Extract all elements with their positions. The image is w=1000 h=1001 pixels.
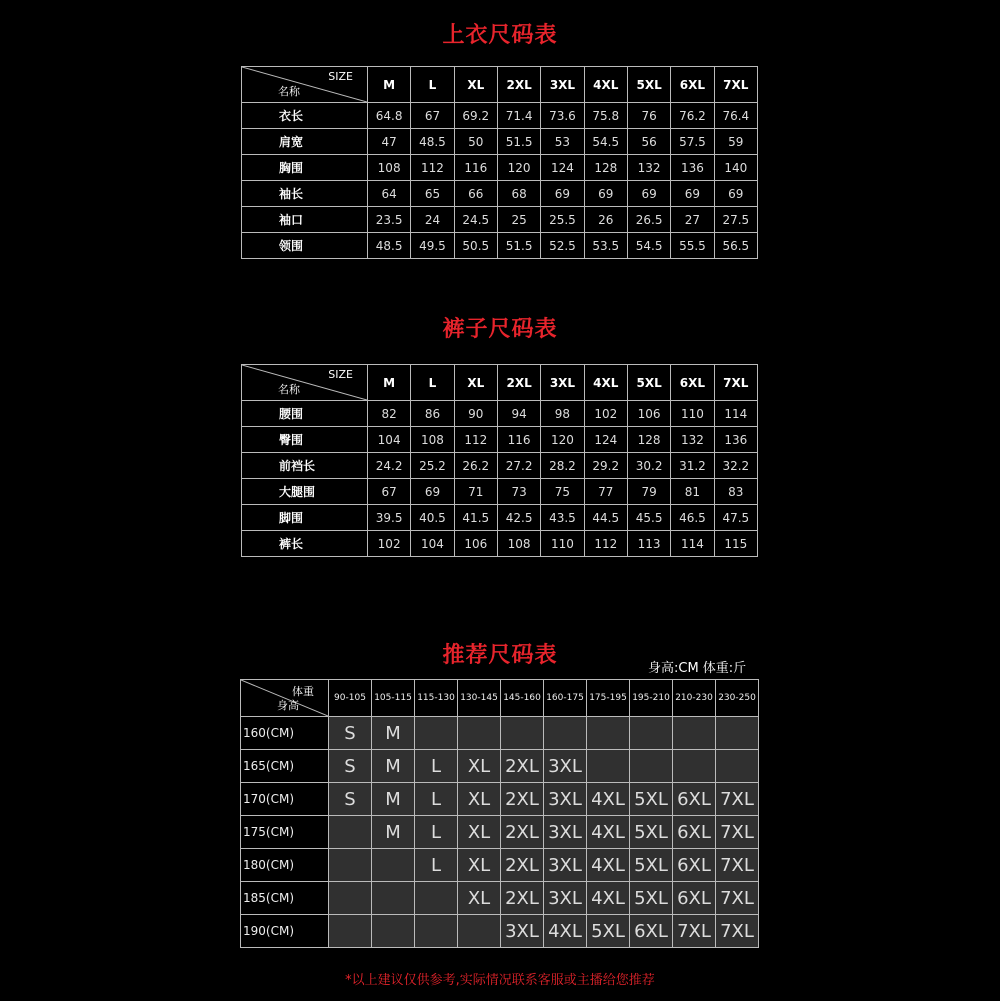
recommended-size-cell xyxy=(329,882,372,915)
recommended-size-cell xyxy=(587,750,630,783)
recommended-size-cell xyxy=(716,750,759,783)
table-cell: 69 xyxy=(411,479,454,505)
recommended-size-cell xyxy=(415,882,458,915)
table-cell: 26 xyxy=(584,207,627,233)
table-cell: 108 xyxy=(411,427,454,453)
row-label: 胸围 xyxy=(242,155,368,181)
table-cell: 106 xyxy=(454,531,497,557)
recommended-size-cell: 2XL xyxy=(501,816,544,849)
table-cell: 23.5 xyxy=(367,207,410,233)
recommended-size-cell: 2XL xyxy=(501,783,544,816)
recommended-size-cell: L xyxy=(415,750,458,783)
table-cell: 25.5 xyxy=(541,207,584,233)
size-header-6xl: 6XL xyxy=(671,67,714,103)
size-header-5xl: 5XL xyxy=(627,67,670,103)
table-cell: 75 xyxy=(541,479,584,505)
table-cell: 102 xyxy=(584,401,627,427)
pants-size-table xyxy=(241,364,758,557)
table-cell: 69 xyxy=(584,181,627,207)
recommended-size-cell: 7XL xyxy=(673,915,716,948)
table-cell: 114 xyxy=(671,531,714,557)
table-cell: 132 xyxy=(627,155,670,181)
weight-range-header: 115-130 xyxy=(415,680,458,717)
table-cell: 46.5 xyxy=(671,505,714,531)
table-cell: 69 xyxy=(671,181,714,207)
corner-weight-label: 体重 xyxy=(292,685,314,698)
recommended-size-cell: 5XL xyxy=(630,849,673,882)
table-cell: 71 xyxy=(454,479,497,505)
weight-range-header: 195-210 xyxy=(630,680,673,717)
recommended-size-cell: 5XL xyxy=(587,915,630,948)
size-header-3xl: 3XL xyxy=(541,67,584,103)
row-label: 臀围 xyxy=(242,427,368,453)
table-cell: 50.5 xyxy=(454,233,497,259)
table-cell: 27.2 xyxy=(497,453,540,479)
table-row xyxy=(242,155,758,181)
table-cell: 104 xyxy=(411,531,454,557)
recommended-size-cell: 7XL xyxy=(716,882,759,915)
table-cell: 82 xyxy=(367,401,410,427)
table-row xyxy=(242,233,758,259)
recommended-size-cell: L xyxy=(415,783,458,816)
recommended-size-cell: 3XL xyxy=(544,750,587,783)
recommended-size-cell: 7XL xyxy=(716,849,759,882)
table-cell: 48.5 xyxy=(411,129,454,155)
table-cell: 94 xyxy=(497,401,540,427)
table-cell: 26.2 xyxy=(454,453,497,479)
table-cell: 86 xyxy=(411,401,454,427)
table-cell: 68 xyxy=(497,181,540,207)
recommended-size-cell xyxy=(630,717,673,750)
table-cell: 54.5 xyxy=(584,129,627,155)
recommend-corner-cell xyxy=(241,680,329,717)
recommended-size-cell: 5XL xyxy=(630,783,673,816)
table-row xyxy=(242,181,758,207)
table-cell: 29.2 xyxy=(584,453,627,479)
table-cell: 51.5 xyxy=(497,233,540,259)
table-cell: 76.4 xyxy=(714,103,757,129)
table-cell: 79 xyxy=(627,479,670,505)
height-label: 190(CM) xyxy=(241,915,329,948)
recommended-size-cell: 6XL xyxy=(673,882,716,915)
table-cell: 59 xyxy=(714,129,757,155)
table-cell: 77 xyxy=(584,479,627,505)
table-cell: 116 xyxy=(454,155,497,181)
table-cell: 55.5 xyxy=(671,233,714,259)
recommended-size-cell xyxy=(673,717,716,750)
table-cell: 45.5 xyxy=(627,505,670,531)
table-cell: 32.2 xyxy=(714,453,757,479)
size-header-xl: XL xyxy=(454,365,497,401)
table-cell: 27 xyxy=(671,207,714,233)
table-cell: 40.5 xyxy=(411,505,454,531)
recommended-size-cell: M xyxy=(372,750,415,783)
table-cell: 76 xyxy=(627,103,670,129)
recommended-size-cell: 7XL xyxy=(716,783,759,816)
table-cell: 24 xyxy=(411,207,454,233)
recommended-size-cell: M xyxy=(372,816,415,849)
table-row xyxy=(242,479,758,505)
table-cell: 42.5 xyxy=(497,505,540,531)
row-label: 袖长 xyxy=(242,181,368,207)
row-label: 领围 xyxy=(242,233,368,259)
table-cell: 90 xyxy=(454,401,497,427)
table-cell: 106 xyxy=(627,401,670,427)
table-cell: 24.2 xyxy=(367,453,410,479)
size-header-4xl: 4XL xyxy=(584,67,627,103)
unit-note: 身高:CM 体重:斤 xyxy=(648,661,747,676)
recommended-size-cell: 6XL xyxy=(673,849,716,882)
table-cell: 56 xyxy=(627,129,670,155)
recommended-size-cell: 5XL xyxy=(630,882,673,915)
table-cell: 69 xyxy=(714,181,757,207)
recommended-size-cell xyxy=(716,717,759,750)
table-cell: 76.2 xyxy=(671,103,714,129)
size-header-2xl: 2XL xyxy=(497,67,540,103)
recommended-size-cell: XL xyxy=(458,783,501,816)
recommend-chart-title: 推荐尺码表 xyxy=(442,643,558,668)
row-label: 脚围 xyxy=(242,505,368,531)
recommended-size-cell: 6XL xyxy=(673,816,716,849)
tops-size-table xyxy=(241,66,758,259)
recommended-size-cell: 4XL xyxy=(587,849,630,882)
recommended-size-cell: 3XL xyxy=(544,882,587,915)
tops-chart-title: 上衣尺码表 xyxy=(442,23,558,48)
weight-range-header: 160-175 xyxy=(544,680,587,717)
table-cell: 54.5 xyxy=(627,233,670,259)
table-cell: 69 xyxy=(627,181,670,207)
recommended-size-cell: 4XL xyxy=(587,783,630,816)
table-cell: 49.5 xyxy=(411,233,454,259)
table-cell: 102 xyxy=(367,531,410,557)
table-cell: 112 xyxy=(411,155,454,181)
table-cell: 56.5 xyxy=(714,233,757,259)
table-cell: 73.6 xyxy=(541,103,584,129)
table-cell: 114 xyxy=(714,401,757,427)
weight-range-header: 130-145 xyxy=(458,680,501,717)
table-cell: 132 xyxy=(671,427,714,453)
table-cell: 30.2 xyxy=(627,453,670,479)
table-row xyxy=(241,915,759,948)
recommended-size-cell xyxy=(329,849,372,882)
recommended-size-cell xyxy=(673,750,716,783)
table-cell: 108 xyxy=(367,155,410,181)
table-row xyxy=(241,750,759,783)
recommended-size-cell: 2XL xyxy=(501,882,544,915)
weight-range-header: 90-105 xyxy=(329,680,372,717)
corner-name-label: 名称 xyxy=(278,383,300,396)
table-cell: 41.5 xyxy=(454,505,497,531)
recommended-size-cell xyxy=(544,717,587,750)
table-row xyxy=(241,783,759,816)
table-cell: 64 xyxy=(367,181,410,207)
table-cell: 69 xyxy=(541,181,584,207)
table-cell: 115 xyxy=(714,531,757,557)
recommended-size-cell: M xyxy=(372,783,415,816)
table-cell: 64.8 xyxy=(367,103,410,129)
recommended-size-cell xyxy=(372,882,415,915)
size-header-xl: XL xyxy=(454,67,497,103)
table-cell: 31.2 xyxy=(671,453,714,479)
size-header-6xl: 6XL xyxy=(671,365,714,401)
recommended-size-cell: 4XL xyxy=(587,816,630,849)
height-label: 180(CM) xyxy=(241,849,329,882)
table-cell: 27.5 xyxy=(714,207,757,233)
recommended-size-cell xyxy=(458,915,501,948)
table-row xyxy=(241,882,759,915)
recommended-size-cell: 2XL xyxy=(501,849,544,882)
tops-corner-cell xyxy=(242,67,368,103)
weight-range-header: 230-250 xyxy=(716,680,759,717)
recommended-size-cell: 7XL xyxy=(716,816,759,849)
size-header-7xl: 7XL xyxy=(714,67,757,103)
row-label: 腰围 xyxy=(242,401,368,427)
recommended-size-cell: XL xyxy=(458,849,501,882)
table-cell: 113 xyxy=(627,531,670,557)
size-header-7xl: 7XL xyxy=(714,365,757,401)
table-row xyxy=(242,401,758,427)
recommended-size-cell xyxy=(415,915,458,948)
table-cell: 66 xyxy=(454,181,497,207)
table-cell: 136 xyxy=(671,155,714,181)
table-cell: 112 xyxy=(454,427,497,453)
row-label: 大腿围 xyxy=(242,479,368,505)
recommended-size-cell: S xyxy=(329,783,372,816)
table-row xyxy=(241,717,759,750)
recommended-size-cell: 4XL xyxy=(544,915,587,948)
recommended-size-cell xyxy=(587,717,630,750)
recommended-size-cell: 3XL xyxy=(544,783,587,816)
size-header-2xl: 2XL xyxy=(497,365,540,401)
weight-range-header: 210-230 xyxy=(673,680,716,717)
recommended-size-cell: S xyxy=(329,717,372,750)
recommended-size-cell xyxy=(630,750,673,783)
recommended-size-cell xyxy=(329,915,372,948)
table-cell: 104 xyxy=(367,427,410,453)
table-cell: 24.5 xyxy=(454,207,497,233)
recommended-size-cell: XL xyxy=(458,882,501,915)
table-cell: 47 xyxy=(367,129,410,155)
recommended-size-cell: M xyxy=(372,717,415,750)
height-label: 175(CM) xyxy=(241,816,329,849)
table-cell: 48.5 xyxy=(367,233,410,259)
pants-chart-title: 裤子尺码表 xyxy=(442,317,558,342)
table-row xyxy=(242,103,758,129)
recommended-size-cell xyxy=(372,849,415,882)
table-cell: 50 xyxy=(454,129,497,155)
recommended-size-cell: 7XL xyxy=(716,915,759,948)
table-cell: 108 xyxy=(497,531,540,557)
table-cell: 39.5 xyxy=(367,505,410,531)
recommended-size-cell xyxy=(329,816,372,849)
table-cell: 25.2 xyxy=(411,453,454,479)
table-cell: 128 xyxy=(584,155,627,181)
recommended-size-cell xyxy=(415,717,458,750)
size-header-m: M xyxy=(367,67,410,103)
table-cell: 112 xyxy=(584,531,627,557)
recommended-size-cell: 4XL xyxy=(587,882,630,915)
row-label: 袖口 xyxy=(242,207,368,233)
pants-header-row xyxy=(242,365,758,401)
recommend-size-table xyxy=(240,679,759,948)
table-cell: 57.5 xyxy=(671,129,714,155)
recommended-size-cell xyxy=(501,717,544,750)
height-label: 160(CM) xyxy=(241,717,329,750)
height-label: 185(CM) xyxy=(241,882,329,915)
table-cell: 43.5 xyxy=(541,505,584,531)
table-cell: 83 xyxy=(714,479,757,505)
recommended-size-cell xyxy=(458,717,501,750)
table-cell: 73 xyxy=(497,479,540,505)
size-header-l: L xyxy=(411,365,454,401)
table-cell: 65 xyxy=(411,181,454,207)
table-cell: 75.8 xyxy=(584,103,627,129)
table-row xyxy=(242,207,758,233)
table-cell: 116 xyxy=(497,427,540,453)
table-cell: 47.5 xyxy=(714,505,757,531)
table-cell: 120 xyxy=(541,427,584,453)
table-cell: 69.2 xyxy=(454,103,497,129)
recommended-size-cell: XL xyxy=(458,750,501,783)
table-cell: 98 xyxy=(541,401,584,427)
size-header-3xl: 3XL xyxy=(541,365,584,401)
recommended-size-cell: 6XL xyxy=(630,915,673,948)
table-row xyxy=(242,427,758,453)
size-header-m: M xyxy=(367,365,410,401)
size-header-l: L xyxy=(411,67,454,103)
recommended-size-cell: 3XL xyxy=(544,849,587,882)
recommended-size-cell: 3XL xyxy=(501,915,544,948)
recommended-size-cell: 2XL xyxy=(501,750,544,783)
table-cell: 52.5 xyxy=(541,233,584,259)
recommended-size-cell: L xyxy=(415,816,458,849)
recommended-size-cell: 3XL xyxy=(544,816,587,849)
footnote: *以上建议仅供参考,实际情况联系客服或主播给您推荐 xyxy=(345,973,655,988)
table-cell: 67 xyxy=(367,479,410,505)
table-cell: 128 xyxy=(627,427,670,453)
table-cell: 110 xyxy=(671,401,714,427)
weight-range-header: 105-115 xyxy=(372,680,415,717)
corner-size-label: SIZE xyxy=(328,70,353,83)
table-cell: 51.5 xyxy=(497,129,540,155)
table-row xyxy=(241,816,759,849)
table-cell: 67 xyxy=(411,103,454,129)
corner-height-label: 身高 xyxy=(277,699,299,712)
recommended-size-cell: 6XL xyxy=(673,783,716,816)
table-cell: 44.5 xyxy=(584,505,627,531)
table-row xyxy=(242,129,758,155)
weight-range-header: 145-160 xyxy=(501,680,544,717)
recommended-size-cell xyxy=(372,915,415,948)
table-cell: 71.4 xyxy=(497,103,540,129)
height-label: 165(CM) xyxy=(241,750,329,783)
table-cell: 28.2 xyxy=(541,453,584,479)
recommended-size-cell: S xyxy=(329,750,372,783)
size-header-4xl: 4XL xyxy=(584,365,627,401)
recommended-size-cell: 5XL xyxy=(630,816,673,849)
table-cell: 53 xyxy=(541,129,584,155)
table-cell: 120 xyxy=(497,155,540,181)
recommended-size-cell: L xyxy=(415,849,458,882)
table-row xyxy=(242,505,758,531)
table-cell: 110 xyxy=(541,531,584,557)
table-cell: 124 xyxy=(541,155,584,181)
corner-size-label: SIZE xyxy=(328,368,353,381)
table-cell: 124 xyxy=(584,427,627,453)
size-header-5xl: 5XL xyxy=(627,365,670,401)
tops-header-row xyxy=(242,67,758,103)
row-label: 裤长 xyxy=(242,531,368,557)
weight-range-header: 175-195 xyxy=(587,680,630,717)
recommended-size-cell: XL xyxy=(458,816,501,849)
table-cell: 26.5 xyxy=(627,207,670,233)
table-row xyxy=(242,453,758,479)
table-cell: 140 xyxy=(714,155,757,181)
table-row xyxy=(242,531,758,557)
row-label: 肩宽 xyxy=(242,129,368,155)
table-cell: 25 xyxy=(497,207,540,233)
table-cell: 53.5 xyxy=(584,233,627,259)
height-label: 170(CM) xyxy=(241,783,329,816)
table-row xyxy=(241,849,759,882)
corner-name-label: 名称 xyxy=(278,85,300,98)
recommend-header-row xyxy=(241,680,759,717)
table-cell: 81 xyxy=(671,479,714,505)
pants-corner-cell xyxy=(242,365,368,401)
row-label: 衣长 xyxy=(242,103,368,129)
row-label: 前裆长 xyxy=(242,453,368,479)
table-cell: 136 xyxy=(714,427,757,453)
